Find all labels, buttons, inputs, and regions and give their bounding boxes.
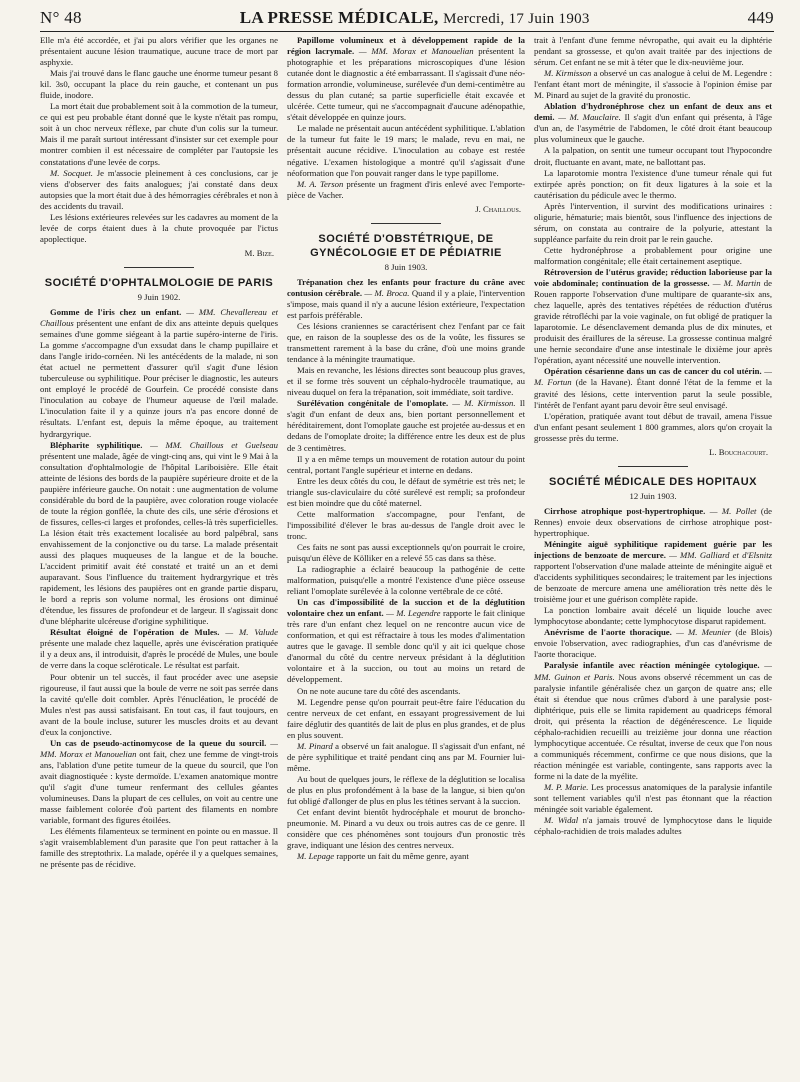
paragraph: Mais j'ai trouvé dans le flanc gauche une énorme tumeur pesant 8 kil. 3s0, occupant la place du rein gauche, et contenant un pus fluide, inodore. <box>40 68 278 101</box>
society-heading: SOCIÉTÉ MÉDICALE DES HOPITAUX <box>548 475 758 488</box>
article <box>287 277 525 321</box>
article-body: Il s'agit d'un enfant qui présenta, à l'âge d'un an, de l'asymétrie de l'abdomen, le côté droit étant beaucoup plus volumineux que le gauche. <box>534 112 772 145</box>
article <box>287 35 525 123</box>
paragraph: Mais en revanche, les lésions directes sont beaucoup plus graves, et il se forme très souvent un céphalo-hydrocèle traumatique, au niveau duquel on fera la trépanation, soit immédiate, soit tardive. <box>287 365 525 398</box>
paragraph: La ponction lombaire avait décelé un liquide louche avec lymphocytose abondante; cette lymphocytose disparut rapidement. <box>534 605 772 627</box>
article-body: présentent une enfant de dix ans atteinte depuis quelques semaines d'une gomme siégeant à la partie supéro-interne de l'iris. La gomme s'accompagne d'un exsudat dans le champ pupillaire et dans l'angle irido-cornéen. Ni les antécédents de la malade, ni son état actuel ne permettent d'assurer qu'il s'agit d'une lésion tuberculeuse ou syphilitique. Pour préciser le diagnostic, les auteurs ont employé le procédé de Gourfein. Ce procédé consiste dans l'inoculation au cobaye de l'humeur aqueuse de l'œil malade. L'inoculation faite il y a quinze jours n'a pas encore donné de résultats. L'enfant est, depuis la même époque, au traitement hydrargyrique. <box>40 318 278 439</box>
paragraph: Elle m'a été accordée, et j'ai pu alors vérifier que les organes ne présentaient aucune lésion traumatique, aucune trace de mort par asphyxie. <box>40 35 278 68</box>
signature: J. Chaillous. <box>475 203 521 214</box>
article <box>287 398 525 453</box>
paragraph: Ces lésions craniennes se caractérisent chez l'enfant par ce fait que, en raison de la souplesse des os de la voûte, les fissures se transmettent rarement à la base du crâne, d'où une moins grande tendance à la méningite traumatique. <box>287 320 525 365</box>
paragraph: Cet enfant devint bientôt hydrocéphale et mourut de broncho-pneumonie. M. Pinard a vu deux ou trois autres cas de ce genre. Il considère que ces phénomènes sont toujours d'un pronostic très grave, indiquant une lésion des centres nerveux. <box>287 807 525 851</box>
article <box>534 539 772 605</box>
paragraph-text: Je m'associe pleinement à ces conclusions, car je viens d'observer des faits analogues; j'ai constaté dans deux autopsies que la mort était due à des hémorragies cérébrales et non à des accidents du travail. <box>40 167 278 211</box>
author-name: M. Widal <box>544 815 579 826</box>
article-title: Paralysie infantile avec réaction méningée cytologique. <box>544 660 760 671</box>
section-divider <box>124 267 194 268</box>
article <box>287 597 525 685</box>
paragraph <box>287 741 525 774</box>
paragraph <box>287 851 525 862</box>
page-number: 449 <box>747 8 774 27</box>
paragraph: Au bout de quelques jours, le réflexe de la déglutition se localisa de plus en plus profondément à la base de la langue, si bien qu'on fut obligé d'allonger de plus en plus les tétines servant à la succion. <box>287 773 525 806</box>
section-divider <box>371 223 441 224</box>
article <box>534 506 772 539</box>
author-name: M. Kirmisson <box>544 68 592 79</box>
journal-title: LA PRESSE MÉDICALE, <box>239 8 439 27</box>
author-name: M. Socquet. <box>50 167 93 178</box>
column-right <box>534 35 772 1075</box>
article-authors: — MM. Morax et Manouelian <box>40 737 278 759</box>
column-middle <box>287 35 525 1075</box>
article-body: (de Blois) envoie l'observation, avec radiographies, d'un cas d'anévrisme de l'aorte thoracique. <box>534 627 772 660</box>
paragraph-text: a observé un fait analogue. Il s'agissait d'un enfant, né de père syphilitique et traité pendant cinq ans par M. Fournier lui-même. <box>287 740 525 773</box>
article-title: Blépharite syphilitique. <box>50 439 143 450</box>
paragraph-text: n'a jamais trouvé de lymphocytose dans le liquide céphalo-rachidien de trois malades adultes <box>534 815 772 837</box>
paragraph: Les éléments filamenteux se terminent en pointe ou en massue. Il s'agit vraisemblablement d'un parasite que l'on peut rattacher à la famille des streptothrix. La malade, opérée il y a quelques semaines, ne présente pas de récidive. <box>40 826 278 870</box>
article <box>40 738 278 826</box>
column-left <box>40 35 278 1075</box>
signature: M. Bize. <box>244 247 274 258</box>
paragraph: Après l'intervention, il survint des modifications urinaires : oligurie, hématurie; mais bientôt, sous l'influence des injections de sérum, on constata au contraire de la polyurie, attestant la suppléance parfaite du rein droit par le rein gauche. <box>534 200 772 244</box>
paragraph: On ne note aucune tare du côté des ascendants. <box>297 685 461 696</box>
paragraph <box>534 68 772 101</box>
author-name: M. P. Marie. <box>544 782 589 792</box>
paragraph: A la palpation, on sentit une tumeur occupant tout l'hypocondre droit, fluctuante en avant, mate, ne ballottant pas. <box>534 145 772 167</box>
issue-date: Mercredi, 17 Juin 1903 <box>443 11 590 27</box>
paragraph: M. Legendre pense qu'on pourrait peut-être faire l'éducation du centre nerveux de cet enfant, en essayant progressivement de lui faire déglutir des quantités de lait de plus en plus grandes, et de plus en plus souvent. <box>287 696 525 740</box>
signature: L. Bouchacourt. <box>709 446 768 457</box>
article-authors: — M. Mauclaire. <box>554 112 621 123</box>
article-title: Cirrhose atrophique post-hypertrophique. <box>544 505 706 516</box>
article-authors: — MM. Chevallereau et Chaillous <box>40 306 278 329</box>
article-authors: — M. Pollet <box>705 505 757 516</box>
article <box>40 627 278 671</box>
paragraph <box>534 815 772 837</box>
article-title: Trépanation chez les enfants pour fracture du crâne avec contusion cérébrale. <box>287 276 525 298</box>
author-name: M. A. Terson <box>297 178 344 189</box>
article-body: présentent une malade, âgée de vingt-cinq ans, qui vint le 9 Mai à la consultation d'ophtalmologie de l'hôpital Lariboisière. Elle était atteinte de lésions des bords de la paupière supérieure droite et de la paupière inférieure gauche. On notait : une augmentation de volume considérable du bord de la paupière, avec coloration rouge violacée de toute la région gonflée, la chute des cils, une série d'érosions et de fissures, celles-ci larges et profondes, celles-là très superficielles. La lésion était très exactement localisée au bord palpébral, sans envahissement de la conjonctive ou du tarse. La malade présentait aussi des plaques muqueuses de la langue et de la bouche. L'accident primitif avait été constaté et traité un an et demi auparavant. Sous l'influence du traitement hydrargyrique et très rapidement, les lésions des paupières ont en grande partie disparu, le bord a repris son volume normal, les érosions ont diminué d'étendue, les fissures de profondeur et de largeur. Il s'agissait donc d'une blépharite ulcéreuse d'origine syphilitique. <box>40 450 278 627</box>
article-title: Anévrisme de l'aorte thoracique. <box>544 627 672 638</box>
society-heading: SOCIÉTÉ D'OPHTALMOLOGIE DE PARIS <box>44 276 274 289</box>
article-body: ont fait, chez une femme de vingt-trois ans, l'ablation d'une petite tumeur de la queue du sourcil, que l'on avait diagnostiquée : kyste dermoïde. L'examen anatomique montre qu'il s'agit d'une tumeur renfermant des cellules géantes volumineuses. Dans la plupart de ces cellules, on voit au centre une masse faiblement colorée d'où partent des filaments en nombre variable, formant des figures étoilées. <box>40 748 278 826</box>
article-title: Méningite aiguë syphilitique rapidement guérie par les injections de benzoate de mercure. <box>534 538 772 561</box>
paragraph: Cette hydronéphrose a probablement pour origine une malformation congénitale; elle était certainement aseptique. <box>534 244 772 266</box>
article-title: Gomme de l'iris chez un enfant. <box>50 306 182 317</box>
author-name: M. Lepage <box>297 851 335 862</box>
article-body: Il s'agit d'un enfant de deux ans, bien portant personnellement et héréditairement, dont l'omoplate gauche est projetée au-dessus et en dedans de l'omoplate droite; la différence entre les deux est de plus de 3 centimètres. <box>287 398 525 453</box>
paragraph-text: rapporte un fait du même genre, ayant <box>334 851 469 862</box>
society-date: 9 Juin 1902. <box>137 291 181 302</box>
paragraph: La laparotomie montra l'existence d'une tumeur rénale qui fut extirpée après ponction; on fit deux ligatures à la soie et la cautérisation du pédicule avec le thermo. <box>534 167 772 200</box>
article-title: Papillome volumineux et à développement rapide de la région lacrymale. <box>287 35 525 57</box>
article-title: Surélévation congénitale de l'omoplate. <box>297 398 449 409</box>
article-authors: — M. Fortun <box>534 366 772 388</box>
article-body: présente une malade chez laquelle, après une éviscération pratiquée il y a deux ans, il introduisit, d'après le procédé de Mules, une boule de verre dans la coque scléroticale. Le résultat est parfait. <box>40 638 278 671</box>
paragraph: Les lésions extérieures relevées sur les cadavres au moment de la levée de corps étaient dues à la chute provoquée par l'ictus apoplectique. <box>40 211 278 244</box>
paragraph: Cette malformation s'accompagne, pour l'enfant, de l'impossibilité d'élever le bras au-dessus de l'angle droit avec le tronc. <box>287 508 525 541</box>
article-authors: — MM. Galliard et d'Elsnitz <box>665 550 772 561</box>
article-title: Rétroversion de l'utérus gravide; réduction laborieuse par la voie abdominale; continuation de la grossesse. <box>534 266 772 289</box>
paragraph: trait à l'enfant d'une femme névropathe, qui avait eu la diphtérie pendant sa grossesse, et qu'on avait traitée par des injections de sérum. Cet enfant ne se mit à téter que le dix-neuvième jour. <box>534 35 772 68</box>
article-authors: — M. Kirmisson. <box>448 398 516 409</box>
paragraph: L'opération, pratiquée avant tout début de travail, amena l'issue d'un enfant pesant seulement 1 800 grammes, alors qu'on croyait la grossesse près du terme. <box>534 410 772 443</box>
paragraph-text: Les processus anatomiques de la paralysie infantile sont tellement variables qu'il n'est pas étonnant que la réaction méningée soit variable également. <box>534 782 772 815</box>
article <box>534 627 772 660</box>
article <box>40 307 278 440</box>
paragraph: La mort était due probablement soit à la commotion de la tumeur, ce qui est peu probable étant donné que le kyste n'était pas rompu, soit à un choc nerveux réflexe, par chute d'un colis sur la tumeur. Mais il me paraît surtout intéressant d'insister sur cet exemple pour montrer combien il est nécessaire de compléter par l'autopsie les constatations d'une levée de corps. <box>40 101 278 167</box>
paragraph <box>534 782 772 815</box>
paragraph: Il y a en même temps un mouvement de rotation autour du point central, portant l'angle supérieur et interne en dedans. <box>287 453 525 475</box>
paragraph: Pour obtenir un tel succès, il faut procéder avec une asepsie rigoureuse, il faut aussi que la boule de verre ne soit pas serrée dans la cavité qu'elle doit combler. Après l'énucléation, le procédé de Mules n'est pas aussi satisfaisant. En tout cas, il faut toujours, en avant de la boule incluse, suturer les muscles droits et au devant d'eux la conjonctive. <box>40 671 278 737</box>
article-body: (de Rennes) envoie deux observations de cirrhose atrophique post-hypertrophique. <box>534 505 772 538</box>
article-authors: — M. Broca. <box>362 287 410 298</box>
author-name: M. Pinard <box>297 740 333 751</box>
section-divider <box>618 466 688 467</box>
article-title: Un cas d'impossibilité de la succion et de la déglutition volontaire chez un enfant. <box>287 597 525 619</box>
issue-number: N° 48 <box>40 8 82 27</box>
article-authors: — MM. Morax et Manouelian <box>354 46 474 57</box>
journal-title-line <box>240 8 590 28</box>
article-authors: — M. Martin <box>709 278 761 289</box>
paragraph: Le malade ne présentait aucun antécédent syphilitique. L'ablation de la tumeur fut faite le 19 mars; le malade, revu en mai, ne présentait aucune récidive. L'inoculation au cobaye est restée négative. L'examen histologique a montré qu'il s'agissait d'une néoformation que l'on pouvait ranger dans le type papillome. <box>287 123 525 178</box>
paragraph <box>287 179 525 201</box>
article <box>534 101 772 145</box>
society-date: 8 Juin 1903. <box>384 261 428 272</box>
article <box>40 440 278 628</box>
article <box>534 267 772 366</box>
article-body: Nous avons observé récemment un cas de paralysie infantile généralisée chez un garçon de quatre ans; elle était si étendue que nous crûmes d'abord à une paralysie post-diphtérique, puis elle se limita rapidement au quadriceps fémoral droit, qui présenta la réaction de dégénérescence. Le liquide céphalo-rachidien recueilli au treizième jour donna une réaction lymphocytique accentuée. Ce résultat, inverse de ceux que l'on nous a communiqués récemment, confirme ce que nous disions, que la réaction méningée est variable, contingente, sans rapports avec la forme ni la date de la myélite. <box>534 671 772 781</box>
article-authors: — MM. Chaillous et Guelseau <box>142 439 278 450</box>
article-authors: — M. Legendre <box>383 608 441 619</box>
article-body: présentent la photographie et les préparations microscopiques d'une lésion cutanée dont le diagnostic a été embarrassant. Il s'agissait d'une néo-formation arrondie, volumineuse, surélevée d'un demi-centimètre au dessus du plan cutané; sa partie superficielle était excavée et ulcérée. Cette tumeur, qui ne s'accompagnait d'aucune adénopathie, s'était développée en quinze jours. <box>287 46 525 123</box>
paragraph <box>40 168 278 212</box>
article <box>534 660 772 782</box>
article-title: Opération césarienne dans un cas de cancer du col utérin. <box>544 366 762 377</box>
article-body: rapportent l'observation d'une malade atteinte de méningite aiguë et d'accidents syphilitiques secondaires; le traitement par les injections de benzoate de mercure amena une amélioration très nette dès le troisième jour et une guérison complète rapide. <box>534 561 772 605</box>
text-columns <box>40 35 774 1075</box>
article <box>534 366 772 410</box>
article-title: Ablation d'hydronéphrose chez un enfant de deux ans et demi. <box>534 101 772 123</box>
article-authors: — MM. Guinon et Paris. <box>534 660 772 682</box>
paragraph: Ces faits ne sont pas aussi exceptionnels qu'on pourrait le croire, puisqu'un élève de Kölliker en a relevé 55 cas dans sa thèse. <box>287 541 525 563</box>
society-heading: SOCIÉTÉ D'OBSTÉTRIQUE, DE GYNÉCOLOGIE ET DE PÉDIATRIE <box>310 232 502 259</box>
paragraph-text: a observé un cas analogue à celui de M. Legendre : l'enfant étant mort de méningite, il s'associe à l'opinion émise par M. Pinard au sujet de la gravité du pronostic. <box>534 68 772 101</box>
article-body: Quand il y a plaie, l'intervention s'impose, mais quand il n'y a aucune lésion extérieure, l'expectation est parfois préférable. <box>287 287 525 320</box>
article-title: Résultat éloigné de l'opération de Mules. <box>50 627 220 638</box>
society-date: 12 Juin 1903. <box>629 490 677 501</box>
article-authors: — M. Meunier <box>671 627 732 638</box>
paragraph: La radiographie a éclairé beaucoup la pathogénie de cette malformation, puisqu'elle a montré l'existence d'une pièce osseuse reliant l'omoplate surélevée à la colonne vertébrale de ce côté. <box>287 564 525 597</box>
paragraph: Entre les deux côtés du cou, le défaut de symétrie est très net; le triangle sus-claviculaire du côté surélevé est rempli; sa profondeur est bien moindre que du côté maternel. <box>287 475 525 508</box>
article-body: (de la Havane). Étant donné l'état de la femme et la gravité des lésions, cette intervention parut la seule possible, l'intérêt de l'enfant ayant paru devoir être seul envisagé. <box>534 377 772 410</box>
article-title: Un cas de pseudo-actinomycose de la queue du sourcil. <box>50 737 267 748</box>
paragraph-text: présente un fragment d'iris enlevé avec l'emporte-pièce de Vacher. <box>287 178 525 200</box>
article-body: rapporte le fait clinique très rare d'un enfant chez lequel on ne rencontre aucun vice de conformation, et qui est réfractaire à tous les modes d'alimentation autres que le gavage. Il semble donc qu'il y ait ici quelque chose d'anormal du côté du centre nerveux présidant à la déglutition volontaire et à la succion, ou tout au moins un retard de développement. <box>287 608 525 685</box>
article-body: de Rouen rapporte l'observation d'une multipare de quarante-six ans, chez laquelle, après des tentatives répétées de réduction d'utérus gravide rétrofléchi par la voie vaginale, on fut obligé de pratiquer la laparotomie. Le désenclavement demanda plus de dix minutes, et produisit des éraillures de la séreuse. La grossesse continua malgré une hernie secondaire d'une anse intestinale le dixième jour après l'opération, ayant nécessité une nouvelle intervention. <box>534 278 772 366</box>
running-header <box>40 8 774 32</box>
article-authors: — M. Valude <box>219 627 278 638</box>
